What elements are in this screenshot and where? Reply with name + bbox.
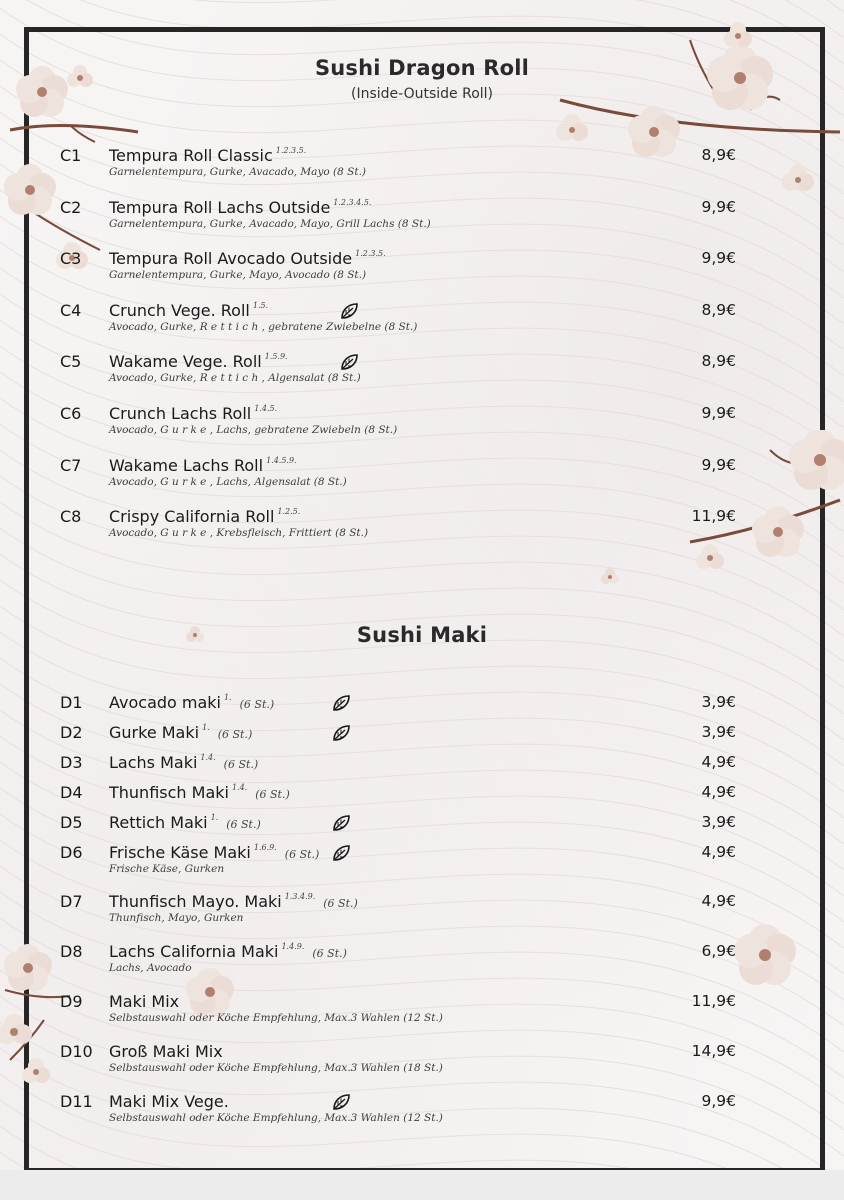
menu-item (0, 146, 844, 192)
item-price: 4,9€ (701, 892, 736, 910)
item-title: Wakame Vege. Roll (109, 352, 262, 372)
item-allergens: 1.5. (252, 300, 269, 310)
cherry-blossom-icon (598, 565, 622, 589)
item-name (109, 992, 179, 1011)
item-code: D7 (60, 892, 83, 911)
menu-item (0, 892, 844, 938)
menu-item (0, 249, 844, 295)
item-price: 9,9€ (701, 249, 736, 268)
item-code: C4 (60, 300, 82, 320)
menu-item (0, 352, 844, 398)
item-name (109, 146, 306, 165)
item-description: Avocado, G u r k e , Lachs, gebratene Zwiebeln (8 St.) (109, 424, 398, 436)
item-name (109, 507, 300, 526)
item-allergens: 1.2.5. (277, 507, 301, 517)
item-name (109, 783, 290, 802)
item-name (109, 843, 319, 862)
item-description: Avocado, Gurke, R e t t i c h , Algensalat (8 St.) (109, 372, 361, 385)
item-code: D9 (60, 992, 83, 1011)
item-code: D11 (60, 1092, 93, 1111)
item-title: Maki Mix Vege. (109, 1092, 229, 1111)
item-quantity: (6 St.) (223, 758, 259, 771)
item-title: Crunch Lachs Roll (109, 404, 252, 423)
item-price: 11,9€ (691, 507, 736, 526)
item-quantity: (6 St.) (312, 947, 347, 960)
item-code: D10 (60, 1042, 93, 1061)
leaf-icon (330, 843, 352, 863)
item-allergens: 1.2.3.5. (275, 146, 307, 155)
item-description: Avocado, G u r k e , Krebsfleisch, Frittiert (8 St.) (109, 527, 369, 540)
item-title: Tempura Roll Avocado Outside (109, 249, 353, 269)
bottom-strip (0, 1170, 844, 1200)
item-code: D5 (60, 813, 83, 832)
item-title: Tempura Roll Lachs Outside (109, 197, 331, 217)
menu-item (0, 942, 844, 988)
item-title: Maki Mix (109, 992, 180, 1011)
menu-item (0, 992, 844, 1038)
item-description: Garnelentempura, Gurke, Mayo, Avocado (8 St.) (109, 269, 367, 282)
item-code: D3 (60, 753, 83, 772)
item-quantity: (6 St.) (323, 897, 358, 910)
item-quantity: (6 St.) (284, 848, 320, 861)
item-allergens: 1.4. (200, 753, 216, 762)
item-title: Groß Maki Mix (109, 1042, 223, 1061)
item-quantity: (6 St.) (226, 818, 261, 831)
item-description: Garnelentempura, Gurke, Avacado, Mayo, Grill Lachs (8 St.) (109, 217, 431, 230)
menu-item (0, 198, 844, 244)
item-allergens: 1.6.9. (253, 843, 277, 852)
leaf-icon (338, 301, 360, 321)
item-allergens: 1. (210, 813, 219, 822)
item-price: 3,9€ (701, 693, 736, 711)
item-description: Thunfisch, Mayo, Gurken (109, 912, 244, 924)
item-code: D8 (60, 942, 83, 961)
item-quantity: (6 St.) (255, 788, 290, 801)
item-price: 8,9€ (701, 146, 736, 164)
item-code: C7 (60, 455, 82, 475)
section-title-maki: Sushi Maki (356, 623, 488, 647)
section-title-dragon-roll: Sushi Dragon Roll (314, 56, 530, 80)
menu-item (0, 1092, 844, 1138)
item-title: Lachs California Maki (109, 942, 279, 961)
item-code: C1 (60, 146, 82, 165)
item-description: Garnelentempura, Gurke, Avacado, Mayo (8 St.) (109, 166, 366, 178)
item-name (109, 198, 371, 217)
item-description: Lachs, Avocado (109, 962, 192, 974)
item-title: Frische Käse Maki (109, 843, 251, 862)
item-description: Avocado, G u r k e , Lachs, Algensalat (8 St.) (109, 475, 347, 488)
leaf-icon (338, 352, 360, 372)
menu-item (0, 404, 844, 450)
item-price: 9,9€ (701, 455, 736, 474)
item-allergens: 1.2.3.5. (355, 249, 386, 259)
item-code: D2 (60, 723, 83, 742)
item-name (109, 693, 274, 712)
item-price: 3,9€ (701, 813, 736, 831)
item-name (109, 249, 386, 268)
item-name (109, 942, 347, 961)
item-quantity: (6 St.) (239, 698, 275, 711)
item-allergens: 1.3.4.9. (284, 892, 316, 901)
item-price: 11,9€ (691, 992, 736, 1010)
section-subtitle-dragon-roll: (Inside-Outside Roll) (350, 86, 493, 102)
item-name (109, 1042, 223, 1061)
item-code: C5 (60, 352, 82, 372)
leaf-icon (330, 693, 352, 713)
item-price: 4,9€ (701, 753, 736, 771)
leaf-icon (330, 1092, 352, 1112)
item-description: Avocado, Gurke, R e t t i c h , gebratene Zwiebelne (8 St.) (109, 320, 418, 333)
item-name (109, 404, 277, 423)
item-price: 9,9€ (701, 1092, 736, 1110)
item-code: C3 (60, 249, 82, 269)
item-name (109, 301, 268, 320)
item-price: 8,9€ (701, 352, 736, 371)
item-allergens: 1.4.5.9. (266, 455, 297, 465)
item-price: 3,9€ (701, 723, 736, 741)
item-code: C8 (60, 507, 82, 527)
item-title: Thunfisch Mayo. Maki (109, 892, 282, 911)
item-allergens: 1.4. (231, 783, 248, 792)
item-price: 4,9€ (701, 783, 736, 801)
item-description: Frische Käse, Gurken (109, 863, 225, 875)
item-name (109, 892, 358, 911)
item-allergens: 1.5.9. (264, 352, 288, 362)
item-price: 14,9€ (691, 1042, 736, 1060)
item-name (109, 723, 252, 742)
item-name (109, 456, 297, 475)
item-price: 4,9€ (701, 843, 736, 861)
item-price: 9,9€ (701, 197, 736, 216)
item-name (109, 753, 258, 772)
item-code: D6 (60, 843, 83, 862)
item-title: Rettich Maki (109, 813, 208, 832)
item-title: Lachs Maki (109, 753, 198, 772)
item-name (109, 813, 261, 832)
item-code: C2 (60, 197, 82, 217)
item-description: Selbstauswahl oder Köche Empfehlung, Max.3 Wahlen (12 St.) (109, 1012, 443, 1024)
menu-item (0, 507, 844, 553)
item-quantity: (6 St.) (217, 728, 253, 741)
item-title: Tempura Roll Classic (109, 146, 273, 165)
menu-item (0, 301, 844, 347)
menu-item (0, 456, 844, 502)
item-title: Crispy California Roll (109, 507, 275, 527)
item-title: Gurke Maki (109, 723, 200, 742)
item-allergens: 1.4.5. (254, 404, 278, 413)
item-allergens: 1. (224, 693, 232, 702)
leaf-icon (330, 813, 352, 833)
item-price: 9,9€ (701, 404, 736, 422)
item-allergens: 1.4.9. (281, 942, 305, 951)
leaf-icon (330, 723, 352, 743)
item-price: 8,9€ (701, 300, 736, 319)
item-price: 6,9€ (701, 942, 736, 960)
item-code: C6 (60, 404, 82, 423)
item-code: D4 (60, 783, 83, 802)
item-description: Selbstauswahl oder Köche Empfehlung, Max.3 Wahlen (18 St.) (109, 1062, 443, 1074)
item-title: Crunch Vege. Roll (109, 300, 250, 320)
menu-item (0, 1042, 844, 1088)
item-title: Wakame Lachs Roll (109, 455, 264, 475)
item-title: Thunfisch Maki (109, 783, 229, 802)
item-allergens: 1.2.3.4.5. (333, 197, 372, 207)
item-code: D1 (60, 693, 83, 712)
item-description: Selbstauswahl oder Köche Empfehlung, Max.3 Wahlen (12 St.) (109, 1112, 443, 1124)
item-name (109, 1092, 229, 1111)
menu-item (0, 843, 844, 889)
item-title: Avocado maki (109, 693, 221, 712)
item-name (109, 352, 288, 371)
item-allergens: 1. (202, 723, 210, 732)
